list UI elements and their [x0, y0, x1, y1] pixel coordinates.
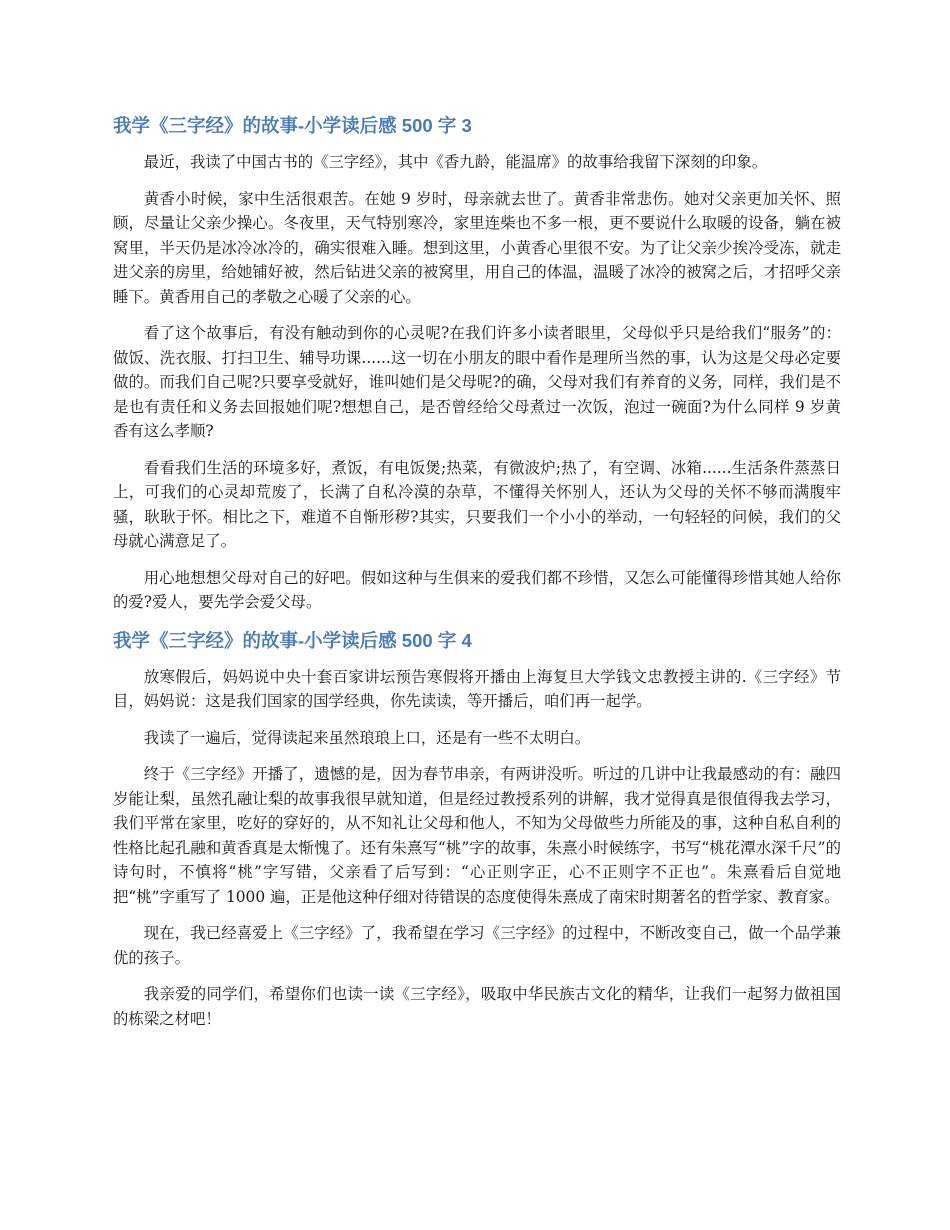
paragraph: 放寒假后，妈妈说中央十套百家讲坛预告寒假将开播由上海复旦大学钱文忠教授主讲的.《三字经》节目，妈妈说：这是我们国家的国学经典，你先读读，等开播后，咱们再一起学。 [113, 667, 841, 710]
paragraph: 终于《三字经》开播了，遗憾的是，因为春节串亲，有两讲没听。听过的几讲中让我最感动的有：融四岁能让梨，虽然孔融让梨的故事我很早就知道，但是经过教授系列的讲解，我才觉得真是很值得我去学习，我们平常在家里，吃好的穿好的，从不知礼让父母和他人，不知为父母做些力所能及的事，这种自私自利的性格比起孔融和黄香真是太惭愧了。还有朱熹写“桃”字的故事，朱熹小时候练字，书写“桃花潭水深千尺”的诗句时，不慎将“桃”字写错，父亲看了后写到：“心正则字正，心不正则字不正也”。朱熹看后自觉地把“桃”字重写了 1000 遍，正是他这种仔细对待错误的态度使得朱熹成了南宋时期著名的哲学家、教育家。 [113, 765, 841, 906]
paragraph: 黄香小时候，家中生活很艰苦。在她 9 岁时，母亲就去世了。黄香非常悲伤。她对父亲更加关怀、照顾，尽量让父亲少操心。冬夜里，天气特别寒冷，家里连柴也不多一根，更不要说什么取暖的设备，躺在被窝里，半天仍是冰冷冰冷的，确实很难入睡。想到这里，小黄香心里很不安。为了让父亲少挨冷受冻，就走进父亲的房里，给她铺好被，然后钻进父亲的被窝里，用自己的体温，温暖了冰冷的被窝之后，才招呼父亲睡下。黄香用自己的孝敬之心暖了父亲的心。 [113, 189, 841, 306]
paragraph: 我亲爱的同学们，希望你们也读一读《三字经》，吸取中华民族古文化的精华，让我们一起努力做祖国的栋梁之材吧！ [113, 985, 841, 1028]
section-title: 我学《三字经》的故事-小学读后感 500 字 3 [113, 115, 472, 136]
essay-section-4 [113, 627, 841, 1032]
paragraph: 现在，我已经喜爱上《三字经》了，我希望在学习《三字经》的过程中，不断改变自己，做一个品学兼优的孩子。 [113, 924, 841, 967]
paragraph: 用心地想想父母对自己的好吧。假如这种与生俱来的爱我们都不珍惜，又怎么可能懂得珍惜其她人给你的爱?爱人，要先学会爱父母。 [113, 568, 841, 611]
section-title: 我学《三字经》的故事-小学读后感 500 字 4 [113, 629, 472, 651]
paragraph: 看了这个故事后，有没有触动到你的心灵呢?在我们许多小读者眼里，父母似乎只是给我们“服务”的：做饭、洗衣服、打扫卫生、辅导功课......这一切在小朋友的眼中看作是理所当然的事，认为这是父母必定要做的。而我们自己呢?只要享受就好，谁叫她们是父母呢?的确，父母对我们有养育的义务，同样，我们是不是也有责任和义务去回报她们呢?想想自己，是否曾经给父母煮过一次饭，泡过一碗面?为什么同样 9 岁黄香有这么孝顺? [113, 324, 841, 440]
document-page [113, 112, 841, 1043]
paragraph: 看看我们生活的环境多好，煮饭，有电饭煲;热菜，有微波炉;热了，有空调、冰箱......生活条件蒸蒸日上，可我们的心灵却荒废了，长满了自私冷漠的杂草，不懂得关怀别人，还认为父母的关怀不够而满腹牢骚，耿耿于怀。相比之下，难道不自惭形秽?其实，只要我们一个小小的举动，一句轻轻的问候，我们的父母就心满意足了。 [113, 458, 841, 550]
paragraph: 我读了一遍后，觉得读起来虽然琅琅上口，还是有一些不太明白。 [143, 728, 591, 747]
paragraph: 最近，我读了中国古书的《三字经》，其中《香九龄，能温席》的故事给我留下深刻的印象。 [143, 153, 768, 171]
essay-section-3 [113, 112, 841, 615]
